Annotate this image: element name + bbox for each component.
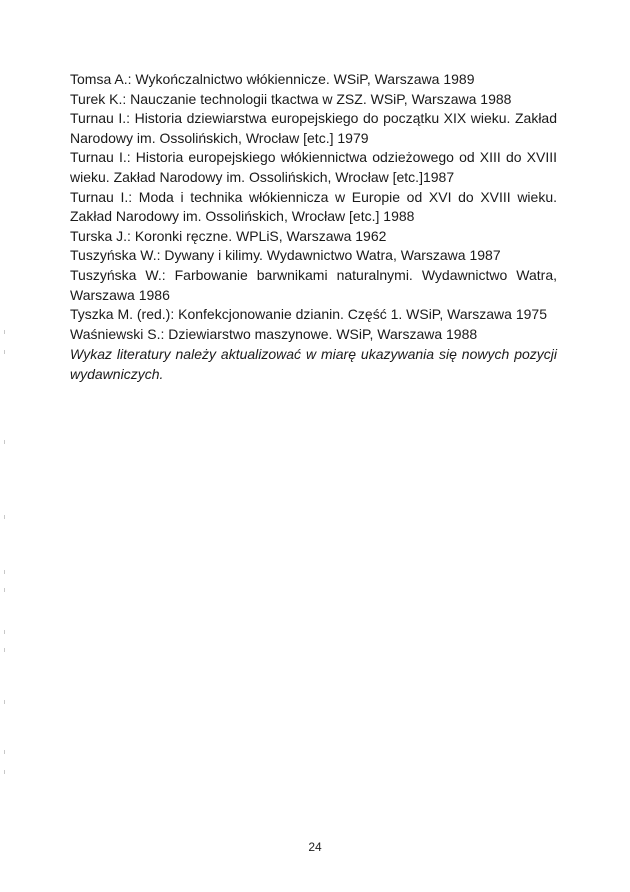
bibliography-entry: Turek K.: Nauczanie technologii tkactwa w ZSZ. WSiP, Warszawa 1988 — [70, 90, 512, 107]
bibliography-entry: Turska J.: Koronki ręczne. WPLiS, Warszawa 1962 — [70, 227, 387, 244]
bibliography-entry: Waśniewski S.: Dziewiarstwo maszynowe. WSiP, Warszawa 1988 — [70, 325, 478, 342]
bibliography-entry: Tyszka M. (red.): Konfekcjonowanie dzianin. Część 1. WSiP, Warszawa 1975 — [70, 306, 547, 323]
bibliography-entry: Tuszyńska W.: Dywany i kilimy. Wydawnictwo Watra, Warszawa 1987 — [70, 247, 501, 264]
bibliography-entry: Tuszyńska W.: Farbowanie barwnikami naturalnymi. Wydawnictwo Watra, Warszawa 1986 — [70, 266, 557, 303]
literature-update-note: Wykaz literatury należy aktualizować w miarę ukazywania się nowych pozycji wydawniczych. — [70, 346, 557, 382]
bibliography-list — [70, 70, 557, 344]
bibliography-entry: Turnau I.: Historia europejskiego włókiennictwa odzieżowego od XIII do XVIII wieku. Zakład Narodowy im. Ossolińskich, Wrocław [etc.]1987 — [70, 149, 557, 185]
page-number: 24 — [308, 840, 322, 854]
scan-margin-marks — [4, 330, 7, 780]
bibliography-entry: Turnau I.: Historia dziewiarstwa europejskiego do początku XIX wieku. Zakład Narodowy im. Ossolińskich, Wrocław [etc.] 1979 — [70, 110, 557, 146]
bibliography-entry: Tomsa A.: Wykończalnictwo włókiennicze. WSiP, Warszawa 1989 — [70, 71, 475, 87]
bibliography-entry: Turnau I.: Moda i technika włókiennicza w Europie od XVI do XVIII wieku. Zakład Narodowy im. Ossolińskich, Wrocław [etc.] 1988 — [70, 188, 557, 225]
